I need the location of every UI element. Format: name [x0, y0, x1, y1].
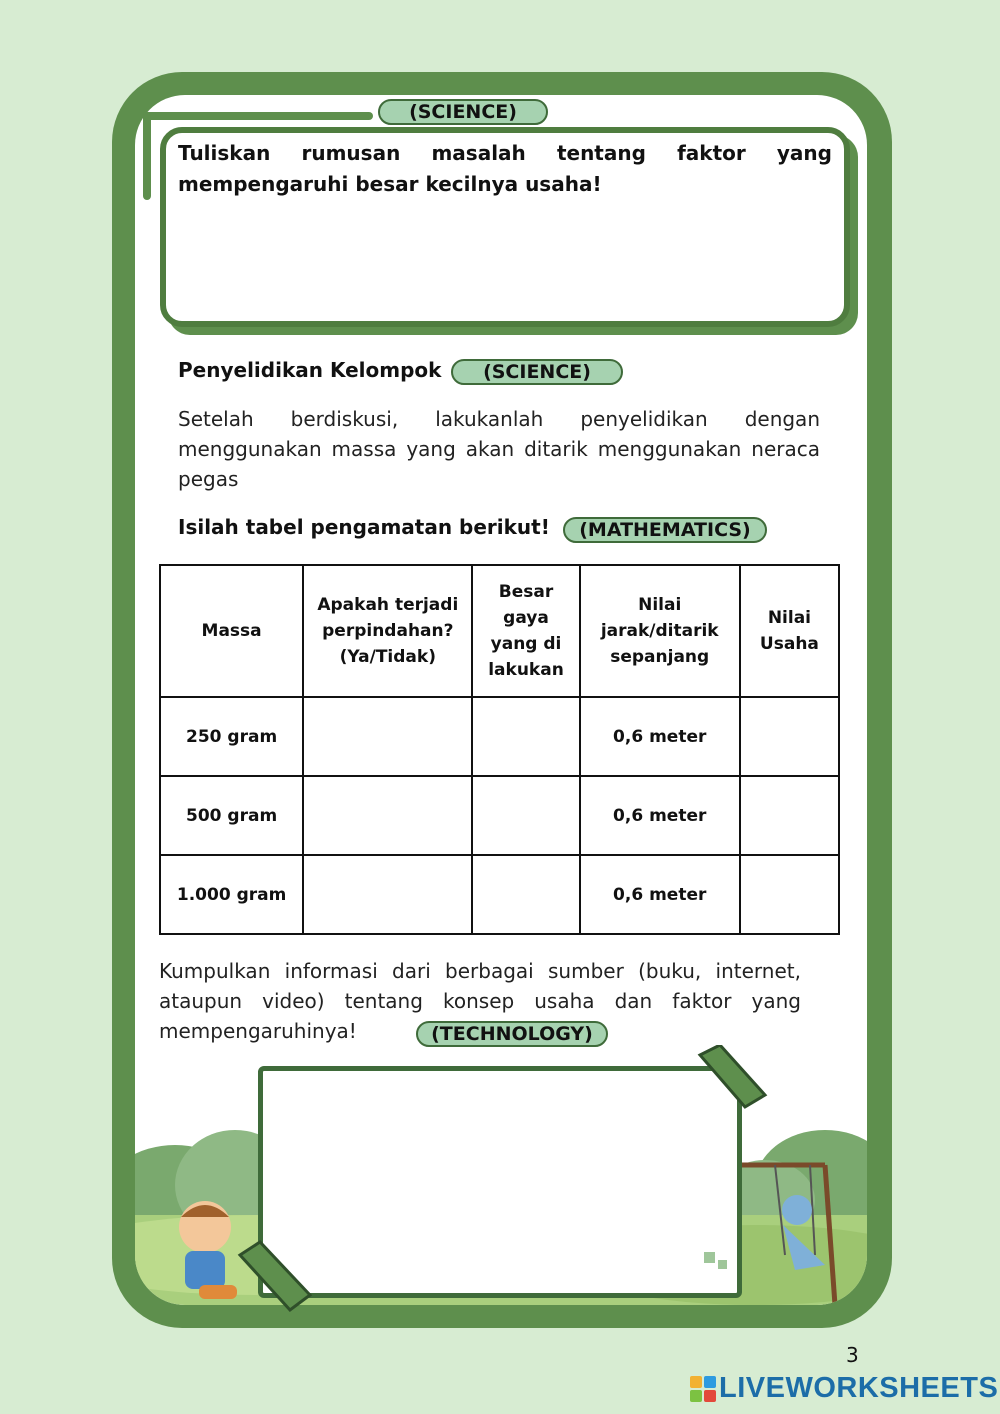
cell-gaya-input[interactable] — [472, 855, 579, 934]
decor-squares-icon — [704, 1252, 732, 1272]
question-problem-statement: Tuliskan rumusan masalah tentang faktor yang mempengaruhi besar kecilnya usaha! — [178, 141, 832, 196]
investigation-heading: Penyelidikan Kelompok — [178, 358, 442, 382]
cell-usaha-input[interactable] — [740, 776, 839, 855]
table-row — [160, 855, 839, 934]
header-perpindahan: Apakah terjadi perpindahan? (Ya/Tidak) — [303, 565, 472, 697]
cell-jarak: 0,6 meter — [580, 697, 740, 776]
header-massa: Massa — [160, 565, 303, 697]
cell-massa: 500 gram — [160, 776, 303, 855]
liveworksheets-icon — [690, 1376, 716, 1402]
cell-jarak: 0,6 meter — [580, 776, 740, 855]
cell-gaya-input[interactable] — [472, 776, 579, 855]
header-nilai-jarak: Nilai jarak/ditarik sepanjang — [580, 565, 740, 697]
clip-top-right-icon — [690, 1045, 770, 1115]
cell-gaya-input[interactable] — [472, 697, 579, 776]
page-number: 3 — [846, 1343, 859, 1367]
cell-perpindahan-input[interactable] — [303, 697, 472, 776]
cell-perpindahan-input[interactable] — [303, 855, 472, 934]
cell-jarak: 0,6 meter — [580, 855, 740, 934]
frame-accent-left — [143, 112, 151, 200]
answer-board[interactable] — [258, 1066, 742, 1298]
cell-perpindahan-input[interactable] — [303, 776, 472, 855]
observation-table — [159, 564, 840, 935]
cell-usaha-input[interactable] — [740, 697, 839, 776]
science-tag-top: (SCIENCE) — [378, 99, 548, 125]
brand-text: LIVEWORKSHEETS — [719, 1372, 999, 1404]
mathematics-tag: (MATHEMATICS) — [563, 517, 767, 543]
table-header-row — [160, 565, 839, 697]
science-tag-mid: (SCIENCE) — [451, 359, 623, 385]
cell-massa: 1.000 gram — [160, 855, 303, 934]
technology-tag: (TECHNOLOGY) — [416, 1021, 608, 1047]
closing-instruction: Kumpulkan informasi dari berbagai sumber (buku, internet, ataupun video) tentang konsep usaha dan faktor yang mempengaruhinya! — [159, 959, 801, 1043]
table-row — [160, 776, 839, 855]
liveworksheets-logo — [690, 1372, 998, 1405]
table-row — [160, 697, 839, 776]
header-nilai-usaha: Nilai Usaha — [740, 565, 839, 697]
table-instruction: Isilah tabel pengamatan berikut! — [178, 515, 550, 539]
clip-bottom-left-icon — [235, 1240, 315, 1315]
investigation-instruction: Setelah berdiskusi, lakukanlah penyelidikan dengan menggunakan massa yang akan ditarik menggunakan neraca pegas — [178, 407, 820, 491]
frame-accent-top — [143, 112, 373, 120]
cell-massa: 250 gram — [160, 697, 303, 776]
header-besar-gaya: Besar gaya yang di lakukan — [472, 565, 579, 697]
cell-usaha-input[interactable] — [740, 855, 839, 934]
